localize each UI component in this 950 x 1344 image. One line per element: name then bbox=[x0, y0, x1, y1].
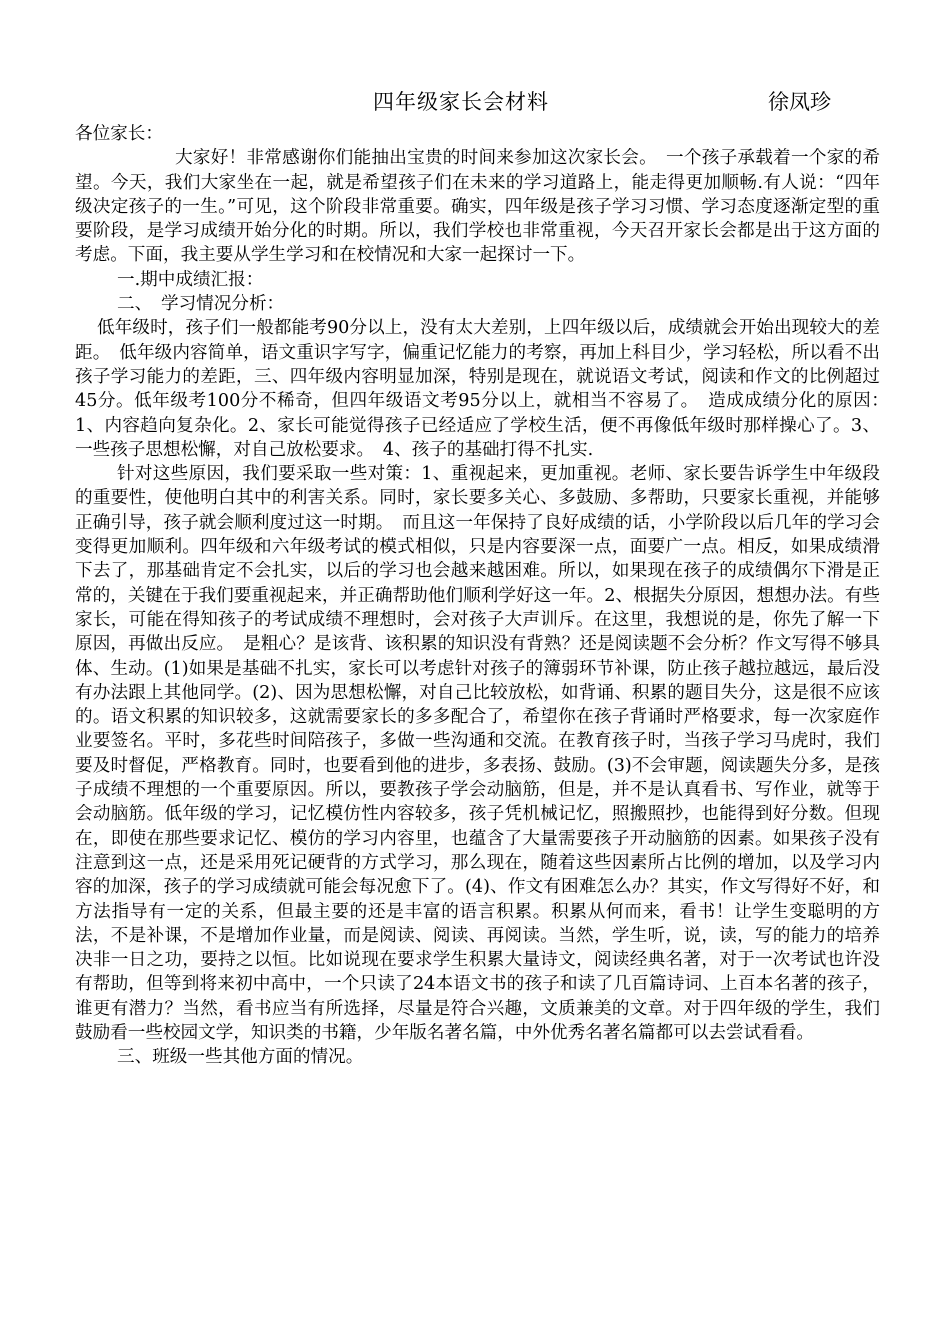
title-row bbox=[0, 86, 950, 116]
salutation: 各位家长： bbox=[75, 124, 163, 144]
section-heading-1: 一.期中成绩汇报： bbox=[117, 269, 264, 290]
document-author: 徐凤珍 bbox=[768, 90, 831, 114]
section-heading-2: 二、 学习情况分析： bbox=[117, 294, 285, 315]
paragraph-measures: 针对这些原因，我们要采取一些对策：1、重视起来，更加重视。老师、家长要告诉学生中年级段的重要性，使他明白其中的利害关系。同时，家长要多关心、多鼓励、多帮助，只要家长重视，并能够正确引导，孩子就会顺利度过这一时期。 而且这一年保持了良好成绩的话，小学阶段以后几年的学习会变得更加顺利。四年级和六年级考试的模式相似，只是内容要深一点，面要广一点。相反，如果成绩滑下去了，那基础肯定不会扎实，以后的学习也会越来越困难。所以，如果现在孩子的成绩偶尔下滑是正常的，关键在于我们要重视起来，并正确帮助他们顺利学好这一年。2、根据失分原因，想想办法。有些家长，可能在得知孩子的考试成绩不理想时，会对孩子大声训斥。在这里，我想说的是，你先了解一下原因，再做出反应。 是粗心？是该背、该积累的知识没有背熟？还是阅读题不会分析？作文写得不够具体、生动。(1)如果是基础不扎实，家长可以考虑针对孩子的簿弱环节补课，防止孩子越拉越远，最后没有办法跟上其他同学。(2)、因为思想松懈，对自己比较放松，如背诵、积累的题目失分，这是很不应该的。语文积累的知识较多，这就需要家长的多多配合了，希望你在孩子背诵时严格要求，每一次家庭作业要签名。平时，多花些时间陪孩子，多做一些沟通和交流。在教育孩子时，当孩子学习马虎时，我们要及时督促，严格教育。同时，也要看到他的进步，多表扬、鼓励。(3)不会审题，阅读题失分多，是孩子成绩不理想的一个重要原因。所以，要教孩子学会动脑筋，但是，并不是认真看书、写作业，就等于会动脑筋。低年级的学习，记忆模仿性内容较多，孩子凭机械记忆，照搬照抄，也能得到好分数。但现在，即使在那些要求记忆、模仿的学习内容里，也蕴含了大量需要孩子开动脑筋的因素。如果孩子没有注意到这一点，还是采用死记硬背的方式学习，那么现在，随着这些因素所占比例的增加，以及学习内容的加深，孩子的学习成绩就可能会每况愈下了。(4)、作文有困难怎么办？其实，作文写得好不好，和方法指导有一定的关系，但最主要的还是丰富的语言积累。积累从何而来，看书！让学生变聪明的方法，不是补课，不是增加作业量，而是阅读、阅读、再阅读。当然，学生听，说，读，写的能力的培养决非一日之功，要持之以恒。比如说现在要求学生积累大量诗文，阅读经典名著，对于一次考试也许没有帮助，但等到将来初中高中，一个只读了24本语文书的孩子和读了几百篇诗词、上百本名著的孩子，谁更有潜力？当然，看书应当有所选择，尽量是符合兴趣，文质兼美的文章。对于四年级的学生，我们鼓励看一些校园文学，知识类的书籍，少年版名著名篇，中外优秀名著名篇都可以去尝试看看。 bbox=[75, 464, 880, 1043]
section-heading-3: 三、班级一些其他方面的情况。 bbox=[117, 1047, 364, 1068]
document-title: 四年级家长会材料 bbox=[373, 90, 549, 114]
document-body bbox=[75, 122, 898, 1070]
paragraph-opening: 大家好！非常感谢你们能抽出宝贵的时间来参加这次家长会。 一个孩子承载着一个家的希望。今天，我们大家坐在一起，就是希望孩子们在未来的学习道路上，能走得更加顺畅.有人说：“四年级决定孩子的一生。”可见，这个阶段非常重要。确实，四年级是孩子学习习惯、学习态度逐渐定型的重要阶段，是学习成绩开始分化的时期。所以，我们学校也非常重视，今天召开家长会都是出于这方面的考虑。下面，我主要从学生学习和在校情况和大家一起探讨一下。 bbox=[75, 148, 880, 266]
paragraph-analysis: 低年级时，孩子们一般都能考90分以上，没有太大差别，上四年级以后，成绩就会开始出现较大的差距。 低年级内容简单，语文重识字写字，偏重记忆能力的考察，再加上科目少，学习轻松，所以看不出孩子学习能力的差距，三、四年级内容明显加深，特别是现在，就说语文考试，阅读和作文的比例超过45分。低年级考100分不稀奇，但四年级语文考95分以上，就相当不容易了。 造成成绩分化的原因： 1、内容趋向复杂化。2、家长可能觉得孩子已经适应了学校生活，便不再像低年级时那样操心了。3、一些孩子思想松懈，对自己放松要求。 4、孩子的基础打得不扎实. bbox=[75, 318, 898, 460]
